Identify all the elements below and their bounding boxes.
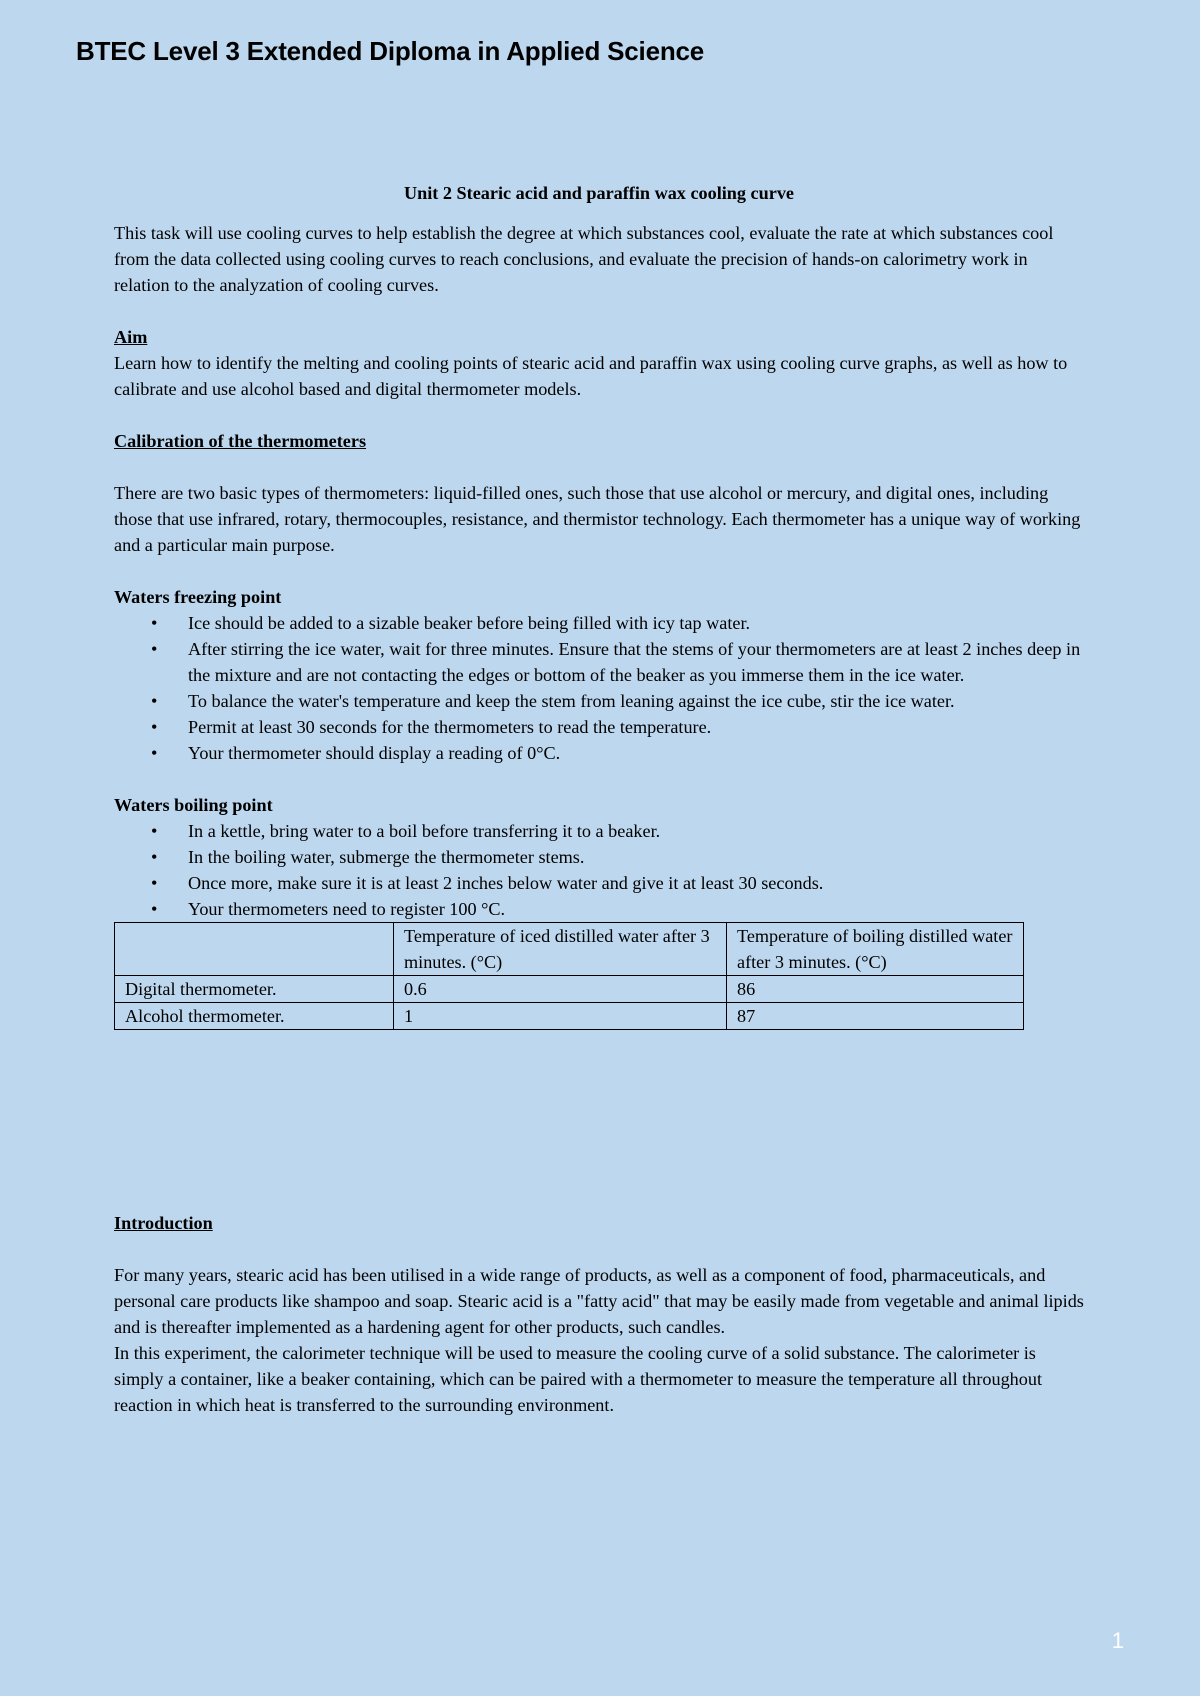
list-item: • In the boiling water, submerge the thermometer stems. (188, 844, 1084, 870)
table-cell: 0.6 (394, 976, 727, 1003)
list-item: • In a kettle, bring water to a boil before transferring it to a beaker. (188, 818, 1084, 844)
list-item: • To balance the water's temperature and keep the stem from leaning against the ice cube, stir the ice water. (188, 688, 1084, 714)
list-item: • Permit at least 30 seconds for the thermometers to read the temperature. (188, 714, 1084, 740)
calibration-heading: Calibration of the thermometers (114, 431, 367, 451)
introduction-paragraph: In this experiment, the calorimeter technique will be used to measure the cooling curve of a solid substance. The calorimeter is simply a container, like a beaker containing, which can be paired with a thermometer to measure the temperature all throughout reaction in which heat is transferred to the surrounding environment. (114, 1343, 1043, 1415)
calibration-text: There are two basic types of thermometers: liquid-filled ones, such those that use alcohol or mercury, and digital ones, including those that use infrared, rotary, thermocouples, resistance, and thermistor technology. Each thermometer has a unique way of working and a particular main purpose. (114, 483, 1081, 555)
table-row (115, 1003, 1024, 1030)
introduction-paragraph: For many years, stearic acid has been utilised in a wide range of products, as well as a component of food, pharmaceuticals, and personal care products like shampoo and soap. Stearic acid is a "fatty acid" that may be easily made from vegetable and animal lipids and is thereafter implemented as a hardening agent for other products, such candles. (114, 1265, 1084, 1337)
table-header-cell (115, 923, 394, 976)
document-header-title: BTEC Level 3 Extended Diploma in Applied Science (76, 36, 705, 66)
table-cell: Alcohol thermometer. (115, 1003, 394, 1030)
list-item: • Your thermometers need to register 100 °C. (188, 896, 1084, 922)
intro-paragraph: This task will use cooling curves to help establish the degree at which substances cool, evaluate the rate at which substances cool from the data collected using cooling curves to reach conclusions, and evaluate the precision of hands-on calorimetry work in relation to the analyzation of cooling curves. (114, 223, 1054, 295)
table-header-cell: Temperature of iced distilled water after 3 minutes. (°C) (394, 923, 727, 976)
table-row (115, 976, 1024, 1003)
aim-text: Learn how to identify the melting and cooling points of stearic acid and paraffin wax using cooling curve graphs, as well as how to calibrate and use alcohol based and digital thermometer models. (114, 353, 1068, 399)
page-number: 1 (1111, 1628, 1124, 1653)
aim-heading: Aim (114, 327, 148, 347)
freezing-heading: Waters freezing point (114, 587, 282, 607)
table-header-row (115, 923, 1024, 976)
freezing-steps-list (114, 610, 1084, 766)
table-header-cell: Temperature of boiling distilled water after 3 minutes. (°C) (727, 923, 1024, 976)
table-cell: 87 (727, 1003, 1024, 1030)
unit-title: Unit 2 Stearic acid and paraffin wax cooling curve (403, 183, 794, 203)
list-item: • After stirring the ice water, wait for three minutes. Ensure that the stems of your thermometers are at least 2 inches deep in the mixture and are not contacting the edges or bottom of the beaker as you immerse them in the ice water. (188, 636, 1084, 688)
document-body (114, 180, 1084, 1418)
list-item: • Your thermometer should display a reading of 0°C. (188, 740, 1084, 766)
table-cell: 86 (727, 976, 1024, 1003)
calibration-results-table (114, 922, 1024, 1030)
boiling-steps-list (114, 818, 1084, 922)
list-item: • Ice should be added to a sizable beaker before being filled with icy tap water. (188, 610, 1084, 636)
boiling-heading: Waters boiling point (114, 795, 273, 815)
table-cell: 1 (394, 1003, 727, 1030)
introduction-heading: Introduction (114, 1213, 213, 1233)
table-cell: Digital thermometer. (115, 976, 394, 1003)
list-item: • Once more, make sure it is at least 2 inches below water and give it at least 30 seconds. (188, 870, 1084, 896)
